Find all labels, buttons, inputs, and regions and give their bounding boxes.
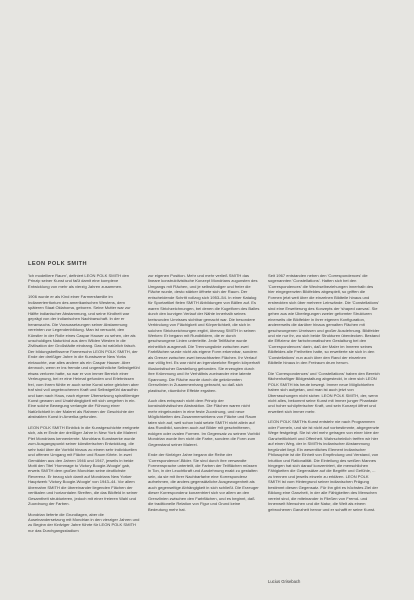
paragraph: 'Ich modelliere Raum', definiert LEON POLK SMITH den Prinzip seiner Kunst und faßt damit eine komplexe Entwicklung von mehr als vierzig Jahren zusammen. xyxy=(28,273,129,289)
paragraph: 1906 wurde er als Kind einer Farmersfamilie im Indianerterritorium des amerikanischen Westens, dem späteren Staat Oklahoma, geboren. Seine Mutter war zur Hälfte indianischer Abstammung, und seine Kindheit war geprägt von der indianischen Nachbarschaft. In der er heranwuchs. Die Voraussetzungen seiner Abstammung vereinten zur Legendenbildung. Man ist versucht, den Künstler in der Rolle eines Caspar Hauser zu sehen, der als unschuldiges Naturkind aus dem Wilden Westen in die Zivilisation der Großstädte eindrang. Das ist natürlich falsch. Der bildungsbeflissene Farmersohn LEON POLK SMITH, der Ende der dreißiger Jahre in die Kunstszene New Yorks eintauchte, war alles andere als ein Caspar Hauser. Aber dennoch, wenn er ins fremde und ungewöhnliche Selbstgefühl etwas verloren hatte, so war er von immer Bereich einer Verleugnung, bei er eine Heimat gefunden und Erlebnissen frei, vom ihrem fühlte er auch seine Kunst seine gleichen aber traf sind voll ungebrochenen Kraft und Selbstgefühl daraufhin und kam nach Haus, nach eigener Übersetzung spiralförmiger Kunst gewann und Unabhängigkeit mit sich umgehen in ein. Eine solche Bewegung verlangte die Führung einer Natürlichkeit in der Malerei als Rahmen der Geschichte der abstrakten Kunst in Amerika gefunden. xyxy=(28,294,140,420)
paragraph: Mondrian lieferte die Grundlagen, aber die Auseinandersetzung mit Mondrian in den vierziger Jahren und zu Beginn der fünfziger Jahre führte für LEON POLK SMITH nur das Durchgangsstadium xyxy=(28,511,140,533)
paragraph: Auch dies entsprach nicht dem Prinzip der konstruktivistischen Abstraktion. Die Flächen waren nicht mehr eingebunden in eine feste Zuordnung, und neue Möglichkeiten des Zusammenwirkens von Fläche und Raum taten sich auf, weil schon bald setzte SMITH nicht allein auf das Rundbild, sondern auch auf Bilder mit geschnittenen, eckigen oder ovalen Formen. Im Gegensatz zu seinem Vorbild Mondrian wurde ihm nicht die Farbe, sondern die Form zum Gegenstand seiner Malerei. xyxy=(148,397,260,447)
paragraph: LEON POLK SMITHs Kunst entstehr nie nach Programmen oder Formeln, und sie ist nicht auf vorbestimmte, abgegrenzte Wege festgelegt. Sie ist viel mehr getragen von einer Idee der Ganzheitlichkeit und Offenheit. Wahrscheinlich treffen wir hier auf einen Weg, der in SMITHs indianischer Abstammung begründet liegt. Ein wesentliches Element indianischer Philosophie ist die Einheit von Empfindung und Verstand, von Intuition und Rationalität. Die Einteilung des weißen Mannes hingegen hat sich darauf konzentriert, die menschlichen Fähigkeiten die Gegensätze auf die Begriffe und Gefühle, ... zu trennen und jeweils einzeln zu erklären. LEON POLK SMITH ist vom Hintergrund seiner indianischen Prägung bestimmt diesen Gegensatz. Für ihn gibt es höchstes Ziel der Bildung eine Ganzheit, in der alle Fähigkeiten des Menschen vereint sind, die miteinander in Fließen von Fremd- und Innenwelt Menschen und die Natur, die Welt als einem gebrochenen Ganzheit hervor und er schafft er seine Kunst. xyxy=(268,419,380,512)
paragraph: LEON POLK SMITH Einblick in die Kunstgeschichte ereignete sich, als er Ende der dreißiger Jahre in New York die Malerei Piet Mondrians kennenlernte. Mondrians Kunstwerke wurde zum Ausgangspunkt seiner künstlerischen Entwicklung, die sehr bald über die Vorbild hinaus zu einem sehr individuellen und offenen Umgang mit Fläche und Raum führte. In zwei Gemälden aus den Jahren 1946 und 1947, jeweils in beide Motti den Titel 'Hommage to Victory Boogie-Woogie' gab, erweis SMITH dem großen Mondrian seine deutlichste Reverenz. Er bezog sich damit auf Mondrians New Yorker Hauptwerk 'Victory Boogie-Woogie' von 1943–44. Vor allem übernahm SMITH die übereinander liegenden Flächen der vertikalen und horizontalen Streifen, die das Bildfeld in seiner Gesamtheit strukturieren, jedoch mit einer freieren Wahl und Zuordnung der Farben. xyxy=(28,424,140,507)
paragraph: Die 'Correspondences' und 'Constellations' haben den Bereich flächenhaftiger Bildgestaltung abgesteckt, in dem sich LEON POLK SMITH bis heute bewegt. Immer neue Möglichkeiten haben sich aufgetan, und man ist auch jetzt von Überraschungen nicht sicher. LEON POLK SMITH, der, wenn nicht alles, bekommt seine Kunst mit immer junger Phantasie und hoher schöpferischer Kraft, und sein Konzept öffnet und erweitert sich immer mehr. xyxy=(268,370,380,414)
text-column-3 xyxy=(268,273,380,517)
text-column-2 xyxy=(148,273,260,517)
paragraph: zur eigenen Position. Mehr und mehr verließ SMITH das lineare konstruktivistische Konzept Mondrians zugunsten des Umgangs mit Flächen, und je selbständiger und freier die Fläche wurde, desto stärker öffnete sich der Raum. Der entscheidende Schritt vollzog sich 1953–54. In einer Katalog für Sportartikel fielen SMITH Abbildungen von Bällen auf. Es waren Strichzeichnungen, bei denen die Kugelform des Balles durch den kurvigen Verlauf der Nähte innerhalb seines kreisrunden Umrisses sichtbar gemacht war. Die besondere Verbindung von Flächigkeit und Körperlichkeit, die sich in solchen Strichzeichnungen ergibt, überzog SMITH in seinen Werken: Er begann mit Rundbildern, die er durch geschwungene Linien unterteilte. Jede Teilfläche wurde einheitlich ausgemalt. Die Trennungslinie zwischen zwei Farbflächen wurde nicht als eigene Form erkennbar, sondern als Grenze zwischen zwei benachbarten Flächen. Ihr Verlauf war völlig frei. Es war nicht an irgendwelche Regeln körperhaft illusionistischer Darstellung gebunden. Sie erzeugten durch ihre Krümmung und ihr Verhältnis zueinander eine latente Spannung. Die Fläche wurde durch die gekrümmten Grenzlinien in Zusammenhang gebracht, so daß sich plastische, räumliche Effekte ergaben. xyxy=(148,273,260,393)
paragraph: Ende der fünfziger Jahre begann die Reihe der 'Correspondence'-Bilder. Sie sind durch ihre verwandte Formensprache unterteilt, die Farben der Teilflächen müssen in Ton, in der Leuchtkraft und Ausdehnung exakt zu gestalten sein, da sie mit ihrer Nachbarfarbe eine Korrespondenz aufnehmen, die anders gegensätzliche Ausgewogenheit als auch gegenseitige Abhängigkeit in sich schließt. Die Erzeuger dieser Korrespondenz konzentriert sich vor allem an den Grenzlinien zwischen den Farbflächen, und es beginnt, daß die traditionelle Relation von Figur und Grund keine Bedeutung mehr hat. xyxy=(148,452,259,512)
author-signature: Lucius Grisebach xyxy=(268,579,301,584)
article-heading: LEON POLK SMITH xyxy=(28,261,88,267)
text-column-1 xyxy=(28,273,140,538)
paragraph: Seit 1967 entstanden neben den 'Correspondences' die sogenannten 'Constellations'. Hatten sich bei den 'Correspondences' die Wechselbeziehungen innerhalb des hier eingegrenzten Bildfeldes abgespielt, so griffen die Formen jetzt weit über die einzelnen Bildteile hinaus und erstreckten sich über mehrere Leinwände. Die 'Constellations' sind eine Erweiterung des Konzepts der 'shaped canvas'. Sie gehen aus wie Überlegungen zweier geformter Strukturen einerseits die Bildfelder in ihrer eigenen Konfiguration, andererseits die darüber hinaus gemalten Flächen mit geschwungenen Umrissen und großer Ausdehnung. Bildfelder und nie nur ihr, wo sich beide Strukturen überdecken. Bestand die Effizienz der farbchromatischen Gestaltung bei den 'Correspondences' darin, daß der Maler im Inneren seines Bildfeldes alle Freiheiten hatte, so erweiterte sie sich in den 'Constellations' nun auch über den Rand der einzelnen Bildteile hinaus in den Freiraum drum herum. xyxy=(268,273,380,366)
